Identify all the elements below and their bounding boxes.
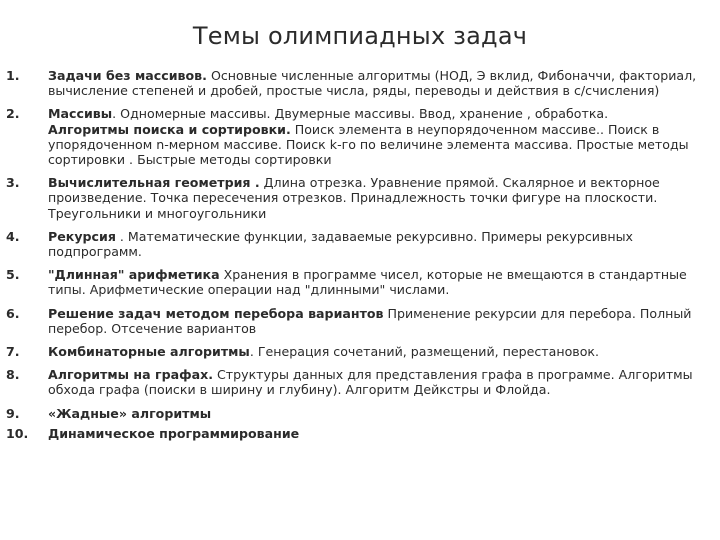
item-number: 10.: [6, 425, 29, 441]
item-text: Применение рекурсии для перебора. Полный перебор. Отсечение вариантов: [48, 305, 692, 336]
item-lead: Решение задач методом перебора вариантов: [48, 305, 384, 321]
list-item-2: [6, 106, 714, 167]
item-number: 5.: [6, 267, 20, 283]
list-item-4: [6, 229, 714, 259]
item-lead: Рекурсия: [48, 228, 116, 244]
item-number: 7.: [6, 344, 20, 360]
item-text: . Математические функции, задаваемые рекурсивно. Примеры рекурсивных подпрограмм.: [48, 228, 633, 260]
list-item-9: [6, 406, 714, 421]
item-text: . Генерация сочетаний, размещений, перестановок.: [249, 344, 600, 360]
list-item-3: [6, 175, 714, 221]
item-sub-text: Поиск элемента в неупорядоченном массиве.. Поиск в упорядоченном n-мерном массиве. Поиск k-го по величине элемента массива. Простые методы сортировки . Быстрые методы сортировки: [48, 121, 689, 168]
item-text: Хранения в программе чисел, которые не вмещаются в стандартные типы. Арифметические операции над "длинными" числами.: [48, 267, 687, 298]
item-lead: Динамическое программирование: [48, 425, 300, 441]
item-number: 3.: [6, 175, 20, 191]
item-text: Основные численные алгоритмы (НОД, Э вклид, Фибоначчи, факториал, вычисление степеней и дробей, простые числа, ряды, переводы и действия в с/счисления): [48, 68, 697, 99]
item-lead: Комбинаторные алгоритмы: [48, 344, 250, 360]
item-text: . Одномерные массивы. Двумерные массивы. Ввод, хранение , обработка.: [112, 106, 609, 122]
list-item-8: [6, 367, 714, 397]
slide-title: Темы олимпиадных задач: [192, 22, 528, 50]
list-item-5: [6, 267, 714, 297]
item-lead: Вычислительная геометрия .: [48, 175, 260, 191]
item-number: 8.: [6, 367, 20, 383]
item-number: 4.: [6, 228, 20, 244]
item-number: 1.: [6, 68, 20, 83]
list-item-6: [6, 306, 714, 336]
item-lead: "Длинная" арифметика: [48, 267, 220, 283]
list-item-1: [6, 68, 714, 98]
item-sub-lead: Алгоритмы поиска и сортировки.: [48, 121, 291, 137]
list-item-10: [6, 426, 714, 441]
item-number: 6.: [6, 305, 20, 321]
item-lead: Алгоритмы на графах.: [48, 367, 213, 383]
item-number: 2.: [6, 106, 20, 122]
item-number: 9.: [6, 405, 20, 421]
item-lead: Массивы: [48, 106, 113, 122]
item-text: Длина отрезка. Уравнение прямой. Скалярное и векторное произведение. Точка пересечения отрезков. Принадлежность точки фигуре на плоскости. Треугольники и многоугольники: [48, 175, 660, 221]
topics-list: [6, 68, 714, 441]
item-text: Структуры данных для представления графа в программе. Алгоритмы обхода графа (поиски в ширину и глубину). Алгоритм Дейкстры и Флойда.: [48, 367, 693, 398]
item-lead: Задачи без массивов.: [48, 68, 207, 83]
item-lead: «Жадные» алгоритмы: [48, 405, 212, 421]
list-item-7: [6, 344, 714, 359]
